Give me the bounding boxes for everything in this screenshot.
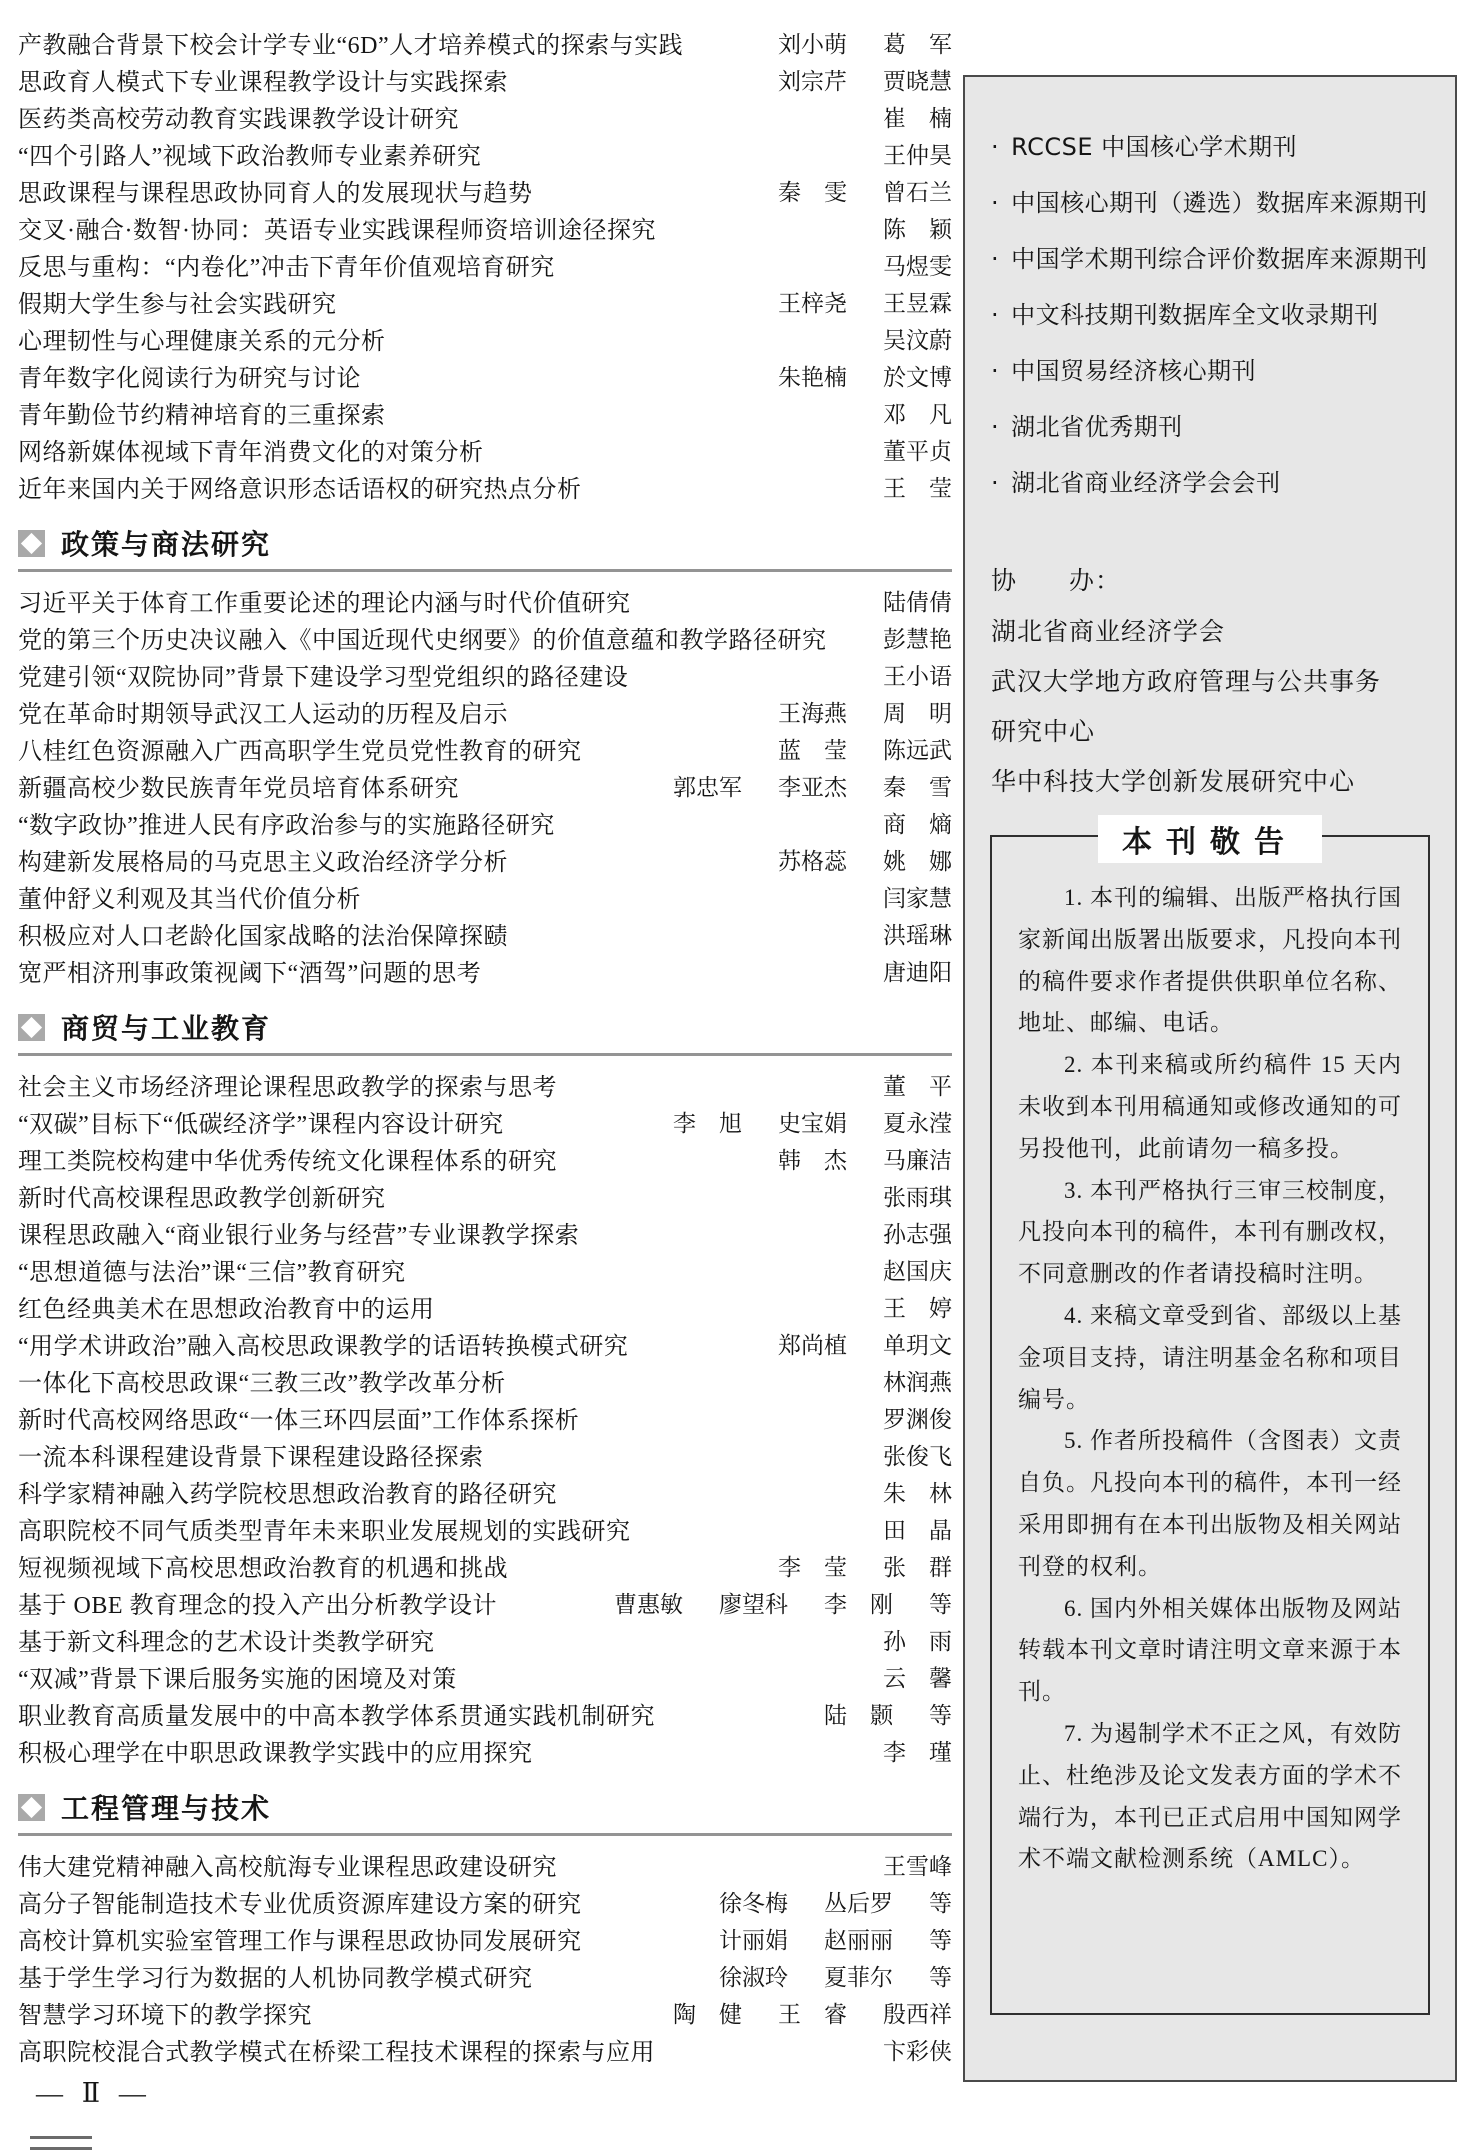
bullet-icon: · [991,133,1000,161]
article-row [18,1473,952,1510]
article-authors [614,1586,952,1619]
author-name: 王海燕 [778,701,847,726]
article-title: 课程思政融入“商业银行业务与经营”专业课教学探索 [18,1223,580,1249]
article-row [18,1288,952,1325]
author-name: 孙 雨 [883,1629,952,1654]
article-title: “思想道德与法治”课“三信”教育研究 [18,1260,406,1286]
bullet-icon: · [991,357,1000,385]
article-title: 近年来国内关于网络意识形态话语权的研究热点分析 [18,477,582,503]
author-name: 邓 凡 [883,402,952,427]
author-name: 朱艳楠 [778,365,847,390]
article-authors [883,1068,952,1101]
article-authors [883,584,952,617]
author-name: 洪瑶琳 [883,923,952,948]
author-name: 董平贞 [883,439,952,464]
article-row [18,1957,952,1994]
article-authors [883,954,952,987]
section-rule [18,569,952,572]
article-authors [719,1922,952,1955]
article-authors [719,1885,952,1918]
article-authors [778,359,952,392]
article-row [18,1621,952,1658]
accolade-item [991,455,1427,511]
section-rule [18,1833,952,1836]
author-name: 赵国庆 [883,1259,952,1284]
article-title: 心理韧性与心理健康关系的元分析 [18,329,386,355]
bullet-icon: · [991,413,1000,441]
author-name: 郑尚植 [778,1333,847,1358]
article-title: 智慧学习环境下的教学探究 [18,2003,312,2029]
author-name: 陆 颢 [824,1703,893,1728]
article-row [18,394,952,431]
article-authors [883,1660,952,1693]
article-authors [883,806,952,839]
section-title: 商贸与工业教育 [61,1012,272,1045]
author-name: 彭慧艳 [883,627,952,652]
article-title: 习近平关于体育工作重要论述的理论内涵与时代价值研究 [18,591,631,617]
article-row [18,172,952,209]
accolade-text: 中文科技期刊数据库全文收录期刊 [1011,301,1379,329]
article-title: 新疆高校少数民族青年党员培育体系研究 [18,776,459,802]
author-name: 苏格蕊 [778,849,847,874]
article-title: 董仲舒义利观及其当代价值分析 [18,887,361,913]
author-name: 王梓尧 [778,291,847,316]
article-row [18,1584,952,1621]
section-heading-row [18,1785,952,1829]
author-name: 曾石兰 [883,180,952,205]
article-title: 八桂红色资源融入广西高职学生党员党性教育的研究 [18,739,582,765]
article-row [18,98,952,135]
article-row [18,2031,952,2068]
article-authors [883,1290,952,1323]
article-title: 高职院校混合式教学模式在桥梁工程技术课程的探索与应用 [18,2040,655,2066]
article-title: “数字政协”推进人民有序政治参与的实施路径研究 [18,813,555,839]
article-title: 新时代高校课程思政教学创新研究 [18,1186,386,1212]
article-title: 党建引领“双院协同”背景下建设学习型党组织的路径建设 [18,665,629,691]
author-name: 徐淑玲 [719,1965,788,1990]
author-name: 等 [929,1928,952,1953]
article-row [18,1140,952,1177]
author-name: 张雨琪 [883,1185,952,1210]
section-heading [18,521,952,572]
article-row [18,246,952,283]
author-name: 陈远武 [883,738,952,763]
article-authors [778,1327,952,1360]
article-row [18,767,952,804]
article-authors [778,1549,952,1582]
article-row [18,1325,952,1362]
notice-box [990,825,1430,2015]
accolade-item [991,175,1427,231]
cohost-line: 湖北省商业经济学会 [991,617,1226,646]
author-name: 李 旭 [673,1111,742,1136]
notice-paragraph: 6. 国内外相关媒体出版物及网站转载本刊文章时请注明文章来源于本刊。 [1018,1595,1402,1705]
accolade-text: RCCSE 中国核心学术期刊 [1011,133,1298,161]
article-row [18,209,952,246]
author-name: 赵丽丽 [824,1928,893,1953]
article-title: 党的第三个历史决议融入《中国近现代史纲要》的价值意蕴和教学路径研究 [18,628,827,654]
article-title: 社会主义市场经济理论课程思政教学的探索与思考 [18,1075,557,1101]
section-heading [18,1005,952,1056]
author-name: 陈 颖 [883,217,952,242]
article-title: 高分子智能制造技术专业优质资源库建设方案的研究 [18,1892,582,1918]
article-authors [883,1623,952,1656]
article-authors [883,1734,952,1767]
article-authors [883,880,952,913]
section-title: 政策与商法研究 [61,528,272,561]
author-name: 计丽娟 [719,1928,788,1953]
article-authors [883,248,952,281]
article-authors [883,1364,952,1397]
notice-paragraph: 4. 来稿文章受到省、部级以上基金项目支持，请注明基金名称和项目编号。 [1018,1302,1402,1412]
accolade-text: 湖北省商业经济学会会刊 [1011,469,1281,497]
article-authors [778,63,952,96]
bullet-icon: · [991,245,1000,273]
page-edge-mark [30,2147,92,2150]
article-authors [778,732,952,765]
article-row [18,431,952,468]
author-name: 闫家慧 [883,886,952,911]
article-title: 医药类高校劳动教育实践课教学设计研究 [18,107,459,133]
article-authors [883,396,952,429]
article-title: 宽严相济刑事政策视阈下“酒驾”问题的思考 [18,961,482,987]
page-number: — Ⅱ — [36,2078,152,2108]
article-authors [673,1996,952,2029]
accolade-text: 中国贸易经济核心期刊 [1011,357,1257,385]
author-name: 朱 林 [883,1481,952,1506]
author-name: 夏菲尔 [824,1965,893,1990]
article-row [18,1920,952,1957]
author-name: 吴汶蔚 [883,328,952,353]
accolade-item [991,287,1427,343]
article-authors [824,1697,952,1730]
author-name: 殷西祥 [883,2002,952,2027]
article-title: 反思与重构：“内卷化”冲击下青年价值观培育研究 [18,255,555,281]
author-name: 廖望科 [719,1592,788,1617]
article-row [18,730,952,767]
article-row [18,1214,952,1251]
article-row [18,915,952,952]
article-title: 理工类院校构建中华优秀传统文化课程体系的研究 [18,1149,557,1175]
article-row [18,320,952,357]
article-title: 积极心理学在中职思政课教学实践中的应用探究 [18,1741,533,1767]
author-name: 刘小萌 [778,32,847,57]
author-name: 丛后罗 [824,1891,893,1916]
article-authors [883,1438,952,1471]
author-name: 云 馨 [883,1666,952,1691]
accolade-item [991,399,1427,455]
notice-paragraph: 1. 本刊的编辑、出版严格执行国家新闻出版署出版要求，凡投向本刊的稿件要求作者提供供职单位名称、地址、邮编、电话。 [1018,885,1402,1036]
article-title: 青年勤俭节约精神培育的三重探索 [18,403,386,429]
author-name: 田 晶 [883,1518,952,1543]
article-title: 红色经典美术在思想政治教育中的运用 [18,1297,435,1323]
author-name: 卞彩侠 [883,2039,952,2064]
article-row [18,1066,952,1103]
author-name: 商 熵 [883,812,952,837]
author-name: 贾晓慧 [883,69,952,94]
article-row [18,1103,952,1140]
author-name: 唐迪阳 [883,960,952,985]
article-row [18,1658,952,1695]
author-name: 李 刚 [824,1592,893,1617]
article-authors [883,1848,952,1881]
bullet-icon: · [991,189,1000,217]
notice-paragraph: 3. 本刊严格执行三审三校制度，凡投向本刊的稿件，本刊有删改权，不同意删改的作者请投稿时注明。 [1018,1177,1402,1287]
notice-paragraph: 7. 为遏制学术不正之风，有效防止、杜绝涉及论文发表方面的学术不端行为，本刊已正式启用中国知网学术不端文献检测系统（AMLC）。 [1018,1720,1402,1872]
notice-paragraph: 5. 作者所投稿件（含图表）文责自负。凡投向本刊的稿件，本刊一经采用即拥有在本刊出版物及相关网站刊登的权利。 [1018,1428,1402,1579]
author-name: 张 群 [883,1555,952,1580]
article-row [18,841,952,878]
author-name: 夏永滢 [883,1111,952,1136]
author-name: 王 婷 [883,1296,952,1321]
article-title: 高职院校不同气质类型青年未来职业发展规划的实践研究 [18,1519,631,1545]
article-title: 积极应对人口老龄化国家战略的法治保障探赜 [18,924,508,950]
article-title: 基于新文科理念的艺术设计类教学研究 [18,1630,435,1656]
author-name: 张俊飞 [883,1444,952,1469]
article-authors [883,433,952,466]
article-title: “双碳”目标下“低碳经济学”课程内容设计研究 [18,1112,504,1138]
article-authors [778,285,952,318]
author-name: 姚 娜 [883,849,952,874]
article-row [18,1547,952,1584]
article-authors [883,137,952,170]
article-authors [778,1142,952,1175]
article-authors [883,1179,952,1212]
article-title: “用学术讲政治”融入高校思政课教学的话语转换模式研究 [18,1334,629,1360]
article-authors [883,658,952,691]
page-edge-mark [30,2136,92,2139]
article-row [18,952,952,989]
article-authors [778,26,952,59]
article-row [18,1251,952,1288]
author-name: 马煜雯 [883,254,952,279]
bullet-icon: · [991,301,1000,329]
article-authors [883,621,952,654]
author-name: 韩 杰 [778,1148,847,1173]
author-name: 秦 雯 [778,180,847,205]
section-title: 工程管理与技术 [61,1792,272,1825]
author-name: 葛 军 [883,32,952,57]
accolade-item [991,343,1427,399]
article-authors [883,1512,952,1545]
article-authors [883,2033,952,2066]
cohost-lines [991,607,1427,807]
notice-paragraph: 2. 本刊来稿或所约稿件 15 天内未收到本刊用稿通知或修改通知的可另投他刊，此前请勿一稿多投。 [1018,1052,1402,1161]
cohost-block [965,511,1455,807]
article-title: 假期大学生参与社会实践研究 [18,292,337,318]
article-title: 科学家精神融入药学院校思想政治教育的路径研究 [18,1482,557,1508]
author-name: 等 [929,1891,952,1916]
section-rule [18,1053,952,1056]
author-name: 王雪峰 [883,1854,952,1879]
author-name: 郭忠军 [673,775,742,800]
author-name: 孙志强 [883,1222,952,1247]
article-row [18,1362,952,1399]
author-name: 单玥文 [883,1333,952,1358]
toc-column [18,24,952,2068]
accolade-list [965,77,1455,511]
author-name: 於文博 [883,365,952,390]
author-name: 李 瑾 [883,1740,952,1765]
article-title: 产教融合背景下校会计学专业“6D”人才培养模式的探索与实践 [18,33,684,59]
article-title: 交叉·融合·数智·协同：英语专业实践课程师资培训途径探究 [18,218,656,244]
article-title: 高校计算机实验室管理工作与课程思政协同发展研究 [18,1929,582,1955]
author-name: 史宝娟 [778,1111,847,1136]
author-name: 陶 健 [673,2002,742,2027]
author-name: 罗渊俊 [883,1407,952,1432]
article-title: 网络新媒体视域下青年消费文化的对策分析 [18,440,484,466]
article-row [18,693,952,730]
article-authors [778,843,952,876]
article-title: 一体化下高校思政课“三教三改”教学改革分析 [18,1371,506,1397]
notice-title: 本刊敬告 [1098,815,1322,863]
article-title: 短视频视域下高校思想政治教育的机遇和挑战 [18,1556,508,1582]
article-authors [883,100,952,133]
article-title: 新时代高校网络思政“一体三环四层面”工作体系探析 [18,1408,580,1434]
section-heading [18,1785,952,1836]
accolade-item [991,119,1427,175]
article-row [18,468,952,505]
article-row [18,1399,952,1436]
accolade-text: 湖北省优秀期刊 [1011,413,1183,441]
cohost-line: 研究中心 [991,717,1096,746]
bullet-icon: · [991,469,1000,497]
article-row [18,804,952,841]
author-name: 王小语 [883,664,952,689]
article-title: 基于学生学习行为数据的人机协同教学模式研究 [18,1966,533,1992]
article-row [18,1510,952,1547]
author-name: 刘宗芹 [778,69,847,94]
accolade-text: 中国核心期刊（遴选）数据库来源期刊 [1011,189,1428,217]
article-authors [778,695,952,728]
accolade-text: 中国学术期刊综合评价数据库来源期刊 [1011,245,1428,273]
author-name: 王 莹 [883,476,952,501]
article-authors [883,1253,952,1286]
author-name: 周 明 [883,701,952,726]
article-authors [883,211,952,244]
author-name: 王仲昊 [883,143,952,168]
cohost-line: 武汉大学地方政府管理与公共事务 [991,667,1382,696]
author-name: 等 [929,1592,952,1617]
article-title: 青年数字化阅读行为研究与讨论 [18,366,361,392]
article-row [18,357,952,394]
section-diamond-icon [18,1014,45,1041]
article-row [18,619,952,656]
author-name: 王昱霖 [883,291,952,316]
article-authors [883,1401,952,1434]
article-authors [673,769,952,802]
author-name: 徐冬梅 [719,1891,788,1916]
notice-body [992,837,1428,1880]
section-heading-row [18,1005,952,1049]
article-title: “双减”背景下课后服务实施的困境及对策 [18,1667,457,1693]
article-title: “四个引路人”视域下政治教师专业素养研究 [18,144,482,170]
article-row [18,24,952,61]
author-name: 秦 雪 [883,775,952,800]
author-name: 李亚杰 [778,775,847,800]
section-heading-row [18,521,952,565]
author-name: 曹惠敏 [614,1592,683,1617]
article-authors [883,1475,952,1508]
article-authors [883,322,952,355]
author-name: 林润燕 [883,1370,952,1395]
article-title: 一流本科课程建设背景下课程建设路径探索 [18,1445,484,1471]
article-title: 思政课程与课程思政协同育人的发展现状与趋势 [18,181,533,207]
section-diamond-icon [18,1794,45,1821]
article-row [18,1883,952,1920]
author-name: 李 莹 [778,1555,847,1580]
article-row [18,1177,952,1214]
article-row [18,283,952,320]
section-diamond-icon [18,530,45,557]
author-name: 王 睿 [778,2002,847,2027]
article-row [18,582,952,619]
article-row [18,135,952,172]
article-row [18,656,952,693]
article-row [18,1846,952,1883]
article-row [18,878,952,915]
cohost-label: 协 办： [991,566,1122,595]
article-authors [883,1216,952,1249]
author-name: 陆倩倩 [883,590,952,615]
author-name: 蓝 莹 [778,738,847,763]
article-row [18,61,952,98]
article-authors [719,1959,952,1992]
article-row [18,1436,952,1473]
article-title: 伟大建党精神融入高校航海专业课程思政建设研究 [18,1855,557,1881]
article-title: 职业教育高质量发展中的中高本教学体系贯通实践机制研究 [18,1704,655,1730]
accolade-item [991,231,1427,287]
article-title: 构建新发展格局的马克思主义政治经济学分析 [18,850,508,876]
article-row [18,1695,952,1732]
article-row [18,1732,952,1769]
article-authors [883,470,952,503]
article-row [18,1994,952,2031]
author-name: 崔 楠 [883,106,952,131]
article-authors [883,917,952,950]
cohost-line: 华中科技大学创新发展研究中心 [991,767,1356,796]
journal-info-sidebar [963,75,1457,2082]
article-title: 基于 OBE 教育理念的投入产出分析教学设计 [18,1593,497,1619]
author-name: 马廉洁 [883,1148,952,1173]
article-title: 党在革命时期领导武汉工人运动的历程及启示 [18,702,508,728]
article-title: 思政育人模式下专业课程教学设计与实践探索 [18,70,508,96]
author-name: 等 [929,1965,952,1990]
article-authors [778,174,952,207]
author-name: 董 平 [883,1074,952,1099]
author-name: 等 [929,1703,952,1728]
article-authors [673,1105,952,1138]
